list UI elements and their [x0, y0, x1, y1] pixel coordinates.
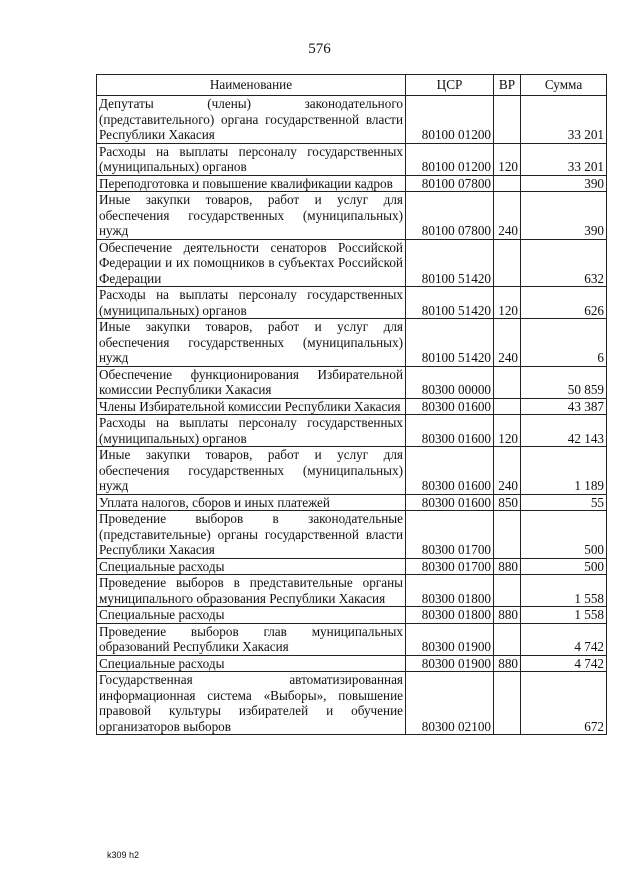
cell-vr: 880	[494, 558, 521, 575]
cell-csr: 80300 02100	[406, 672, 494, 735]
cell-sum: 390	[521, 192, 607, 240]
cell-vr: 240	[494, 319, 521, 367]
cell-name: Иные закупки товаров, работ и услуг для обеспечения государственных (муниципальных) нужд	[97, 192, 406, 240]
table-row	[97, 319, 607, 367]
cell-sum: 1 189	[521, 447, 607, 495]
page-number: 576	[308, 41, 331, 57]
cell-vr: 880	[494, 607, 521, 624]
cell-csr: 80300 01600	[406, 494, 494, 511]
table-row	[97, 366, 607, 398]
cell-csr: 80300 01900	[406, 655, 494, 672]
cell-csr: 80300 01700	[406, 511, 494, 559]
table-row	[97, 623, 607, 655]
cell-sum: 500	[521, 558, 607, 575]
table-row	[97, 398, 607, 415]
table-row	[97, 192, 607, 240]
cell-csr: 80300 00000	[406, 366, 494, 398]
cell-name: Члены Избирательной комиссии Республики Хакасия	[97, 398, 406, 415]
cell-csr: 80300 01700	[406, 558, 494, 575]
cell-vr	[494, 623, 521, 655]
cell-vr: 240	[494, 192, 521, 240]
cell-vr	[494, 398, 521, 415]
header-name: Наименование	[97, 75, 406, 96]
table-row	[97, 655, 607, 672]
cell-name: Государственная автоматизированная информационная система «Выборы», повышение правовой культуры избирателей и обучение организаторов выборов	[97, 672, 406, 735]
cell-vr	[494, 511, 521, 559]
cell-sum: 42 143	[521, 415, 607, 447]
cell-vr	[494, 96, 521, 144]
cell-name: Расходы на выплаты персоналу государственных (муниципальных) органов	[97, 287, 406, 319]
cell-name: Обеспечение деятельности сенаторов Российской Федерации и их помощников в субъектах Российской Федерации	[97, 239, 406, 287]
cell-csr: 80100 01200	[406, 143, 494, 175]
table-row	[97, 672, 607, 735]
cell-vr	[494, 175, 521, 192]
cell-sum: 500	[521, 511, 607, 559]
cell-sum: 43 387	[521, 398, 607, 415]
table-row	[97, 415, 607, 447]
cell-name: Переподготовка и повышение квалификации кадров	[97, 175, 406, 192]
cell-name: Расходы на выплаты персоналу государственных (муниципальных) органов	[97, 415, 406, 447]
table-header-row	[97, 75, 607, 96]
table-row	[97, 239, 607, 287]
cell-name: Специальные расходы	[97, 607, 406, 624]
cell-vr: 120	[494, 143, 521, 175]
table-row	[97, 558, 607, 575]
table-row	[97, 511, 607, 559]
cell-csr: 80300 01600	[406, 415, 494, 447]
cell-name: Проведение выборов в законодательные (представительные) органы государственной власти Республики Хакасия	[97, 511, 406, 559]
table-row	[97, 287, 607, 319]
cell-vr	[494, 575, 521, 607]
cell-csr: 80100 51420	[406, 287, 494, 319]
cell-csr: 80100 07800	[406, 175, 494, 192]
cell-name: Специальные расходы	[97, 558, 406, 575]
cell-name: Обеспечение функционирования Избирательной комиссии Республики Хакасия	[97, 366, 406, 398]
cell-sum: 626	[521, 287, 607, 319]
cell-name: Депутаты (члены) законодательного (представительного) органа государственной власти Республики Хакасия	[97, 96, 406, 144]
table-row	[97, 143, 607, 175]
table-row	[97, 607, 607, 624]
cell-csr: 80300 01600	[406, 447, 494, 495]
cell-name: Проведение выборов в представительные органы муниципального образования Республики Хакасия	[97, 575, 406, 607]
cell-sum: 6	[521, 319, 607, 367]
cell-csr: 80300 01600	[406, 398, 494, 415]
table-row	[97, 175, 607, 192]
cell-vr	[494, 672, 521, 735]
table-row	[97, 96, 607, 144]
cell-csr: 80300 01800	[406, 607, 494, 624]
table-row	[97, 447, 607, 495]
cell-sum: 55	[521, 494, 607, 511]
cell-sum: 50 859	[521, 366, 607, 398]
budget-table	[96, 74, 607, 735]
cell-sum: 390	[521, 175, 607, 192]
cell-vr: 850	[494, 494, 521, 511]
cell-vr: 120	[494, 415, 521, 447]
cell-sum: 1 558	[521, 575, 607, 607]
cell-vr: 120	[494, 287, 521, 319]
cell-csr: 80100 01200	[406, 96, 494, 144]
cell-vr: 880	[494, 655, 521, 672]
table-row	[97, 575, 607, 607]
cell-vr	[494, 239, 521, 287]
cell-name: Уплата налогов, сборов и иных платежей	[97, 494, 406, 511]
header-vr: ВР	[494, 75, 521, 96]
cell-sum: 672	[521, 672, 607, 735]
cell-name: Расходы на выплаты персоналу государственных (муниципальных) органов	[97, 143, 406, 175]
table-row	[97, 494, 607, 511]
cell-vr: 240	[494, 447, 521, 495]
cell-csr: 80100 07800	[406, 192, 494, 240]
cell-csr: 80100 51420	[406, 319, 494, 367]
cell-sum: 1 558	[521, 607, 607, 624]
cell-csr: 80100 51420	[406, 239, 494, 287]
cell-sum: 33 201	[521, 143, 607, 175]
header-csr: ЦСР	[406, 75, 494, 96]
cell-vr	[494, 366, 521, 398]
table-body	[97, 96, 607, 735]
cell-sum: 4 742	[521, 655, 607, 672]
cell-name: Специальные расходы	[97, 655, 406, 672]
cell-csr: 80300 01800	[406, 575, 494, 607]
cell-csr: 80300 01900	[406, 623, 494, 655]
cell-name: Проведение выборов глав муниципальных образований Республики Хакасия	[97, 623, 406, 655]
cell-sum: 33 201	[521, 96, 607, 144]
header-sum: Сумма	[521, 75, 607, 96]
cell-sum: 4 742	[521, 623, 607, 655]
footer-code: k309 h2	[107, 850, 140, 860]
cell-name: Иные закупки товаров, работ и услуг для обеспечения государственных (муниципальных) нужд	[97, 319, 406, 367]
cell-name: Иные закупки товаров, работ и услуг для обеспечения государственных (муниципальных) нужд	[97, 447, 406, 495]
cell-sum: 632	[521, 239, 607, 287]
